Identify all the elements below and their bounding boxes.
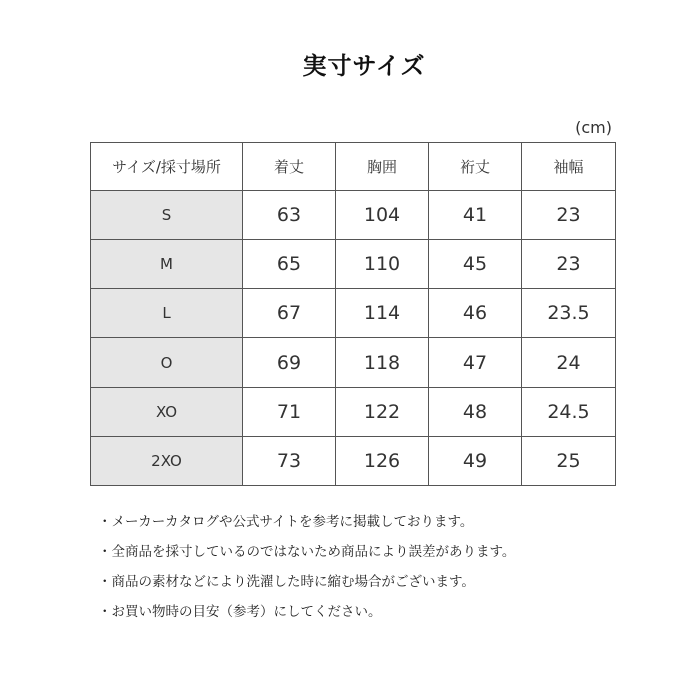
sleeve-width-cell: 23	[522, 191, 616, 240]
header-size-measure-point: サイズ/採寸場所	[91, 143, 243, 191]
length-cell: 65	[243, 240, 336, 289]
length-cell: 71	[243, 387, 336, 436]
chest-cell: 114	[336, 289, 429, 338]
chest-cell: 104	[336, 191, 429, 240]
note-item: ・メーカーカタログや公式サイトを参考に掲載しております。	[98, 514, 474, 530]
table-row	[91, 338, 616, 387]
size-cell: S	[91, 191, 243, 240]
table-row	[91, 436, 616, 485]
page-title: 実寸サイズ	[302, 52, 426, 80]
length-cell: 67	[243, 289, 336, 338]
header-sleeve-width: 袖幅	[522, 143, 616, 191]
length-cell: 63	[243, 191, 336, 240]
note-item: ・お買い物時の目安（参考）にしてください。	[98, 604, 382, 620]
table-row	[91, 191, 616, 240]
header-sleeve-length: 裄丈	[429, 143, 522, 191]
length-cell: 73	[243, 436, 336, 485]
size-cell: XO	[91, 387, 243, 436]
sleeve-width-cell: 24	[522, 338, 616, 387]
sleeve-length-cell: 45	[429, 240, 522, 289]
sleeve-length-cell: 41	[429, 191, 522, 240]
chest-cell: 126	[336, 436, 429, 485]
size-cell: 2XO	[91, 436, 243, 485]
size-chart-table	[90, 142, 616, 486]
table-row	[91, 289, 616, 338]
header-chest: 胸囲	[336, 143, 429, 191]
note-item: ・商品の素材などにより洗濯した時に縮む場合がございます。	[98, 574, 475, 590]
chest-cell: 118	[336, 338, 429, 387]
size-cell: M	[91, 240, 243, 289]
sleeve-length-cell: 46	[429, 289, 522, 338]
sleeve-length-cell: 47	[429, 338, 522, 387]
size-cell: L	[91, 289, 243, 338]
chest-cell: 122	[336, 387, 429, 436]
length-cell: 69	[243, 338, 336, 387]
sleeve-width-cell: 23.5	[522, 289, 616, 338]
table-row	[91, 240, 616, 289]
table-row	[91, 387, 616, 436]
notes-list	[98, 511, 678, 631]
unit-label: (cm)	[575, 118, 612, 137]
sleeve-width-cell: 25	[522, 436, 616, 485]
sleeve-length-cell: 49	[429, 436, 522, 485]
chest-cell: 110	[336, 240, 429, 289]
header-length: 着丈	[243, 143, 336, 191]
sleeve-width-cell: 24.5	[522, 387, 616, 436]
table-header-row	[91, 143, 616, 191]
note-item: ・全商品を採寸しているのではないため商品により誤差があります。	[98, 544, 516, 560]
sleeve-width-cell: 23	[522, 240, 616, 289]
size-cell: O	[91, 338, 243, 387]
sleeve-length-cell: 48	[429, 387, 522, 436]
